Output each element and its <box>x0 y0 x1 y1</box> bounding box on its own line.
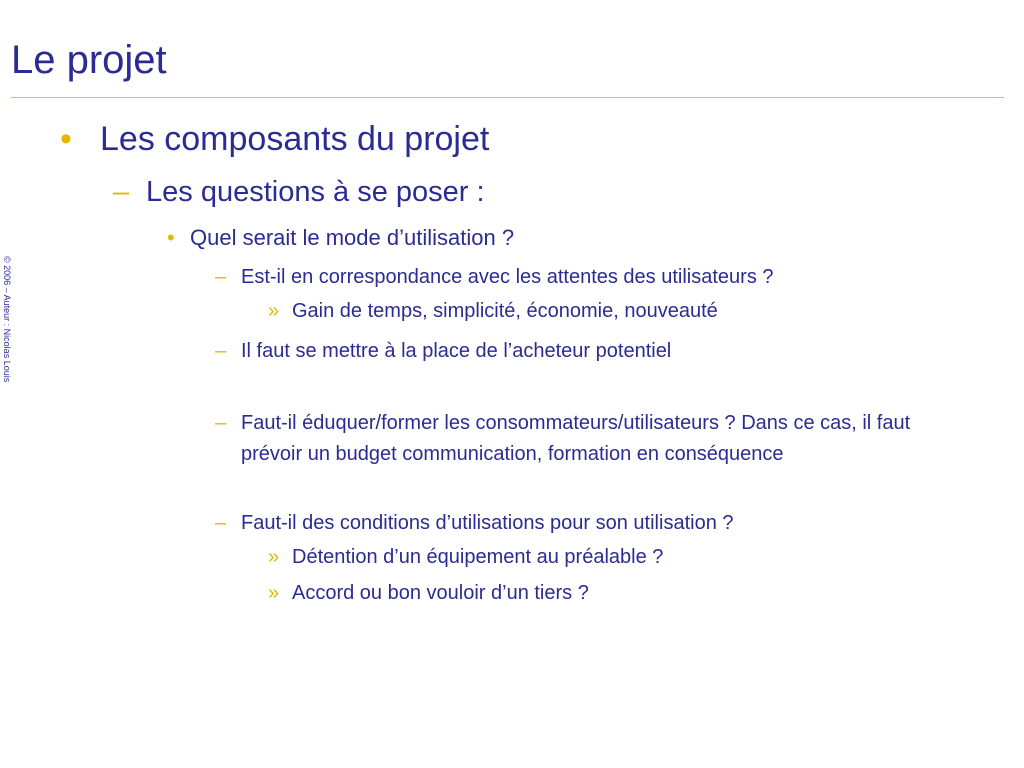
bullet-level5-accord: Accord ou bon vouloir d’un tiers ? <box>292 582 589 604</box>
title-divider <box>11 97 1004 98</box>
bullet-level5-detention: Détention d’un équipement au préalable ? <box>292 546 664 568</box>
bullet-marker-level1: • <box>60 120 72 158</box>
bullet-level4-acheteur: Il faut se mettre à la place de l’acheteur potentiel <box>241 340 672 362</box>
bullet-marker-level4: – <box>215 412 227 434</box>
bullet-level4-eduquer: Faut-il éduquer/former les consommateurs/utilisateurs ? Dans ce cas, il faut prévoir un budget communication, formation en conséquence <box>241 412 911 465</box>
copyright-text: © 2006 – Auteur : Nicolas Louis <box>2 256 12 383</box>
bullet-level1-composants: Les composants du projet <box>100 120 490 158</box>
bullet-marker-level4: – <box>215 340 227 362</box>
bullet-marker-level5: » <box>268 546 280 568</box>
bullet-marker-level4: – <box>215 512 227 534</box>
bullet-level4-correspondance: Est-il en correspondance avec les attentes des utilisateurs ? <box>241 266 774 288</box>
bullet-level5-gain: Gain de temps, simplicité, économie, nouveauté <box>292 300 718 322</box>
bullet-level2-questions: Les questions à se poser : <box>146 176 485 208</box>
bullet-level4-conditions: Faut-il des conditions d’utilisations pour son utilisation ? <box>241 512 734 534</box>
bullet-marker-level4: – <box>215 266 227 288</box>
bullet-marker-level2: – <box>113 176 130 208</box>
bullet-marker-level5: » <box>268 300 280 322</box>
copyright-sidebar <box>0 256 12 401</box>
bullet-level3-mode-utilisation: Quel serait le mode d’utilisation ? <box>190 225 515 250</box>
slide-title: Le projet <box>11 38 167 82</box>
bullet-marker-level3: • <box>167 225 175 250</box>
bullet-marker-level5: » <box>268 582 280 604</box>
